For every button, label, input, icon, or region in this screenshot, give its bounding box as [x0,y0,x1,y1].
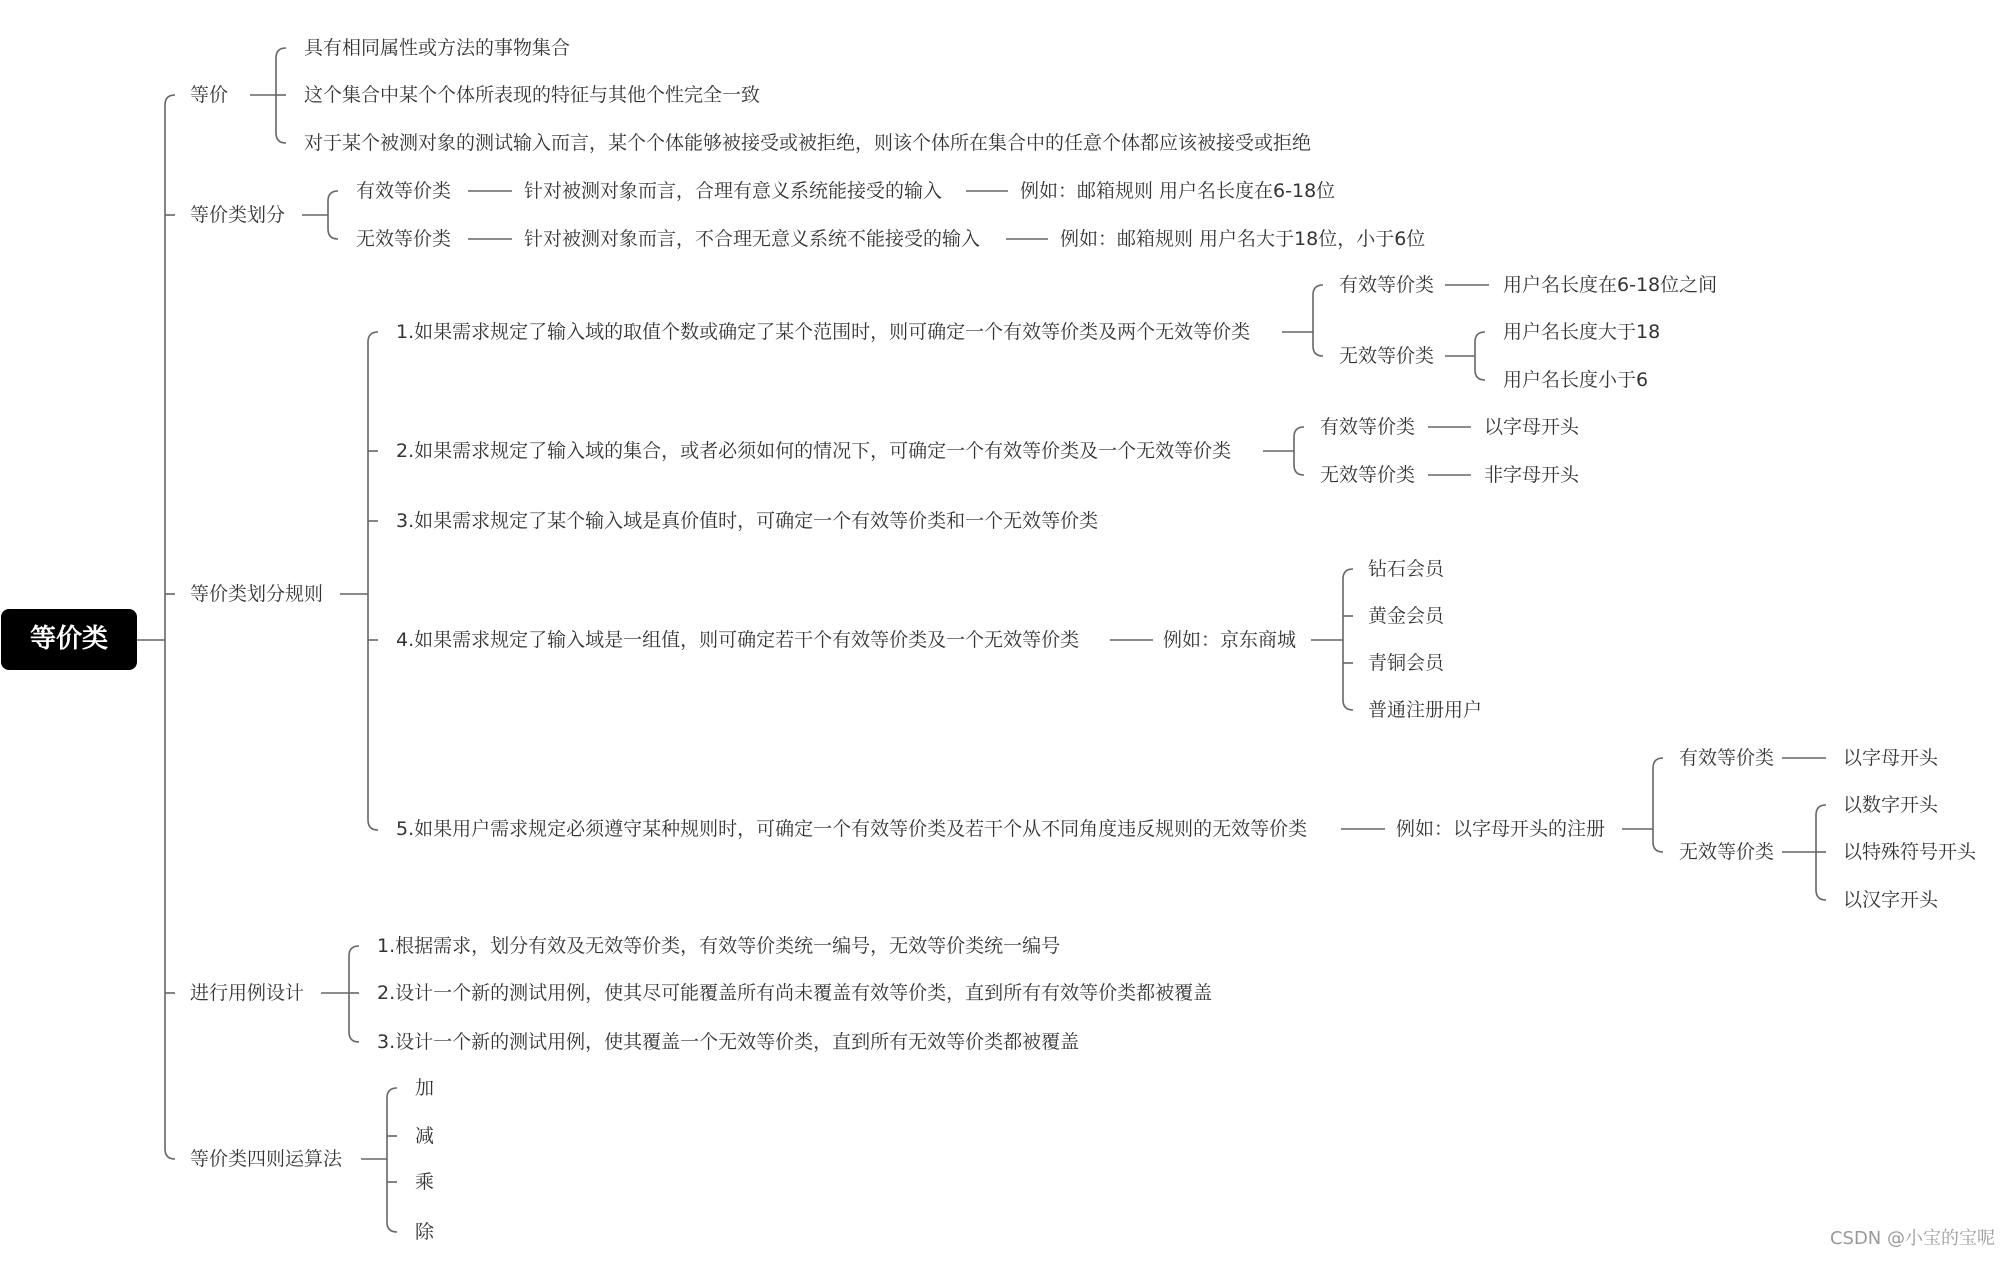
dengjia-item-3[interactable]: 对于某个被测对象的测试输入而言，某个个体能够被接受或被拒绝，则该个体所在集合中的任意个体都应该被接受或拒绝 [304,132,1312,154]
rule-1-invalid-item-1[interactable]: 用户名长度大于18 [1503,321,1661,343]
watermark: CSDN @小宝的宝呢 [1829,1228,1995,1249]
rule-4[interactable]: 4.如果需求规定了输入域是一组值，则可确定若干个有效等价类及一个无效等价类 [396,629,1080,651]
dengjia-item-2[interactable]: 这个集合中某个个体所表现的特征与其他个性完全一致 [304,84,761,106]
rule-4-item-1[interactable]: 钻石会员 [1368,558,1445,580]
dengjia-item-1[interactable]: 具有相同属性或方法的事物集合 [304,37,571,59]
huafen-invalid[interactable]: 无效等价类 [356,228,452,250]
rule-4-example[interactable]: 例如：京东商城 [1163,629,1297,651]
rule-5-invalid-item-2[interactable]: 以特殊符号开头 [1843,841,1977,863]
sheji-item-3[interactable]: 3.设计一个新的测试用例，使其覆盖一个无效等价类，直到所有无效等价类都被覆盖 [377,1031,1080,1053]
rule-4-item-3[interactable]: 青铜会员 [1368,652,1445,674]
branch-huafen[interactable]: 等价类划分 [190,204,286,226]
branch-yunsuan[interactable]: 等价类四则运算法 [190,1148,343,1170]
huafen-valid-example[interactable]: 例如：邮箱规则 用户名长度在6-18位 [1020,180,1336,202]
rule-5-valid-item[interactable]: 以字母开头 [1843,747,1939,769]
sheji-item-2[interactable]: 2.设计一个新的测试用例，使其尽可能覆盖所有尚未覆盖有效等价类，直到所有有效等价类都被覆盖 [377,982,1213,1004]
huafen-invalid-desc[interactable]: 针对被测对象而言，不合理无意义系统不能接受的输入 [524,228,981,250]
rule-1-invalid[interactable]: 无效等价类 [1339,345,1435,367]
root-node[interactable] [1,609,137,670]
rule-1-valid[interactable]: 有效等价类 [1339,274,1435,296]
rule-2-valid[interactable]: 有效等价类 [1320,416,1416,438]
yunsuan-item-multiply[interactable]: 乘 [415,1171,435,1193]
yunsuan-item-divide[interactable]: 除 [415,1221,435,1243]
rule-4-item-4[interactable]: 普通注册用户 [1368,699,1483,721]
rule-1[interactable]: 1.如果需求规定了输入域的取值个数或确定了某个范围时，则可确定一个有效等价类及两个无效等价类 [396,321,1251,343]
rule-1-valid-item[interactable]: 用户名长度在6-18位之间 [1503,274,1718,296]
yunsuan-item-subtract[interactable]: 减 [415,1125,435,1147]
branch-dengjia[interactable]: 等价 [190,84,229,106]
rule-1-invalid-item-2[interactable]: 用户名长度小于6 [1503,369,1649,391]
rule-5-valid[interactable]: 有效等价类 [1679,747,1775,769]
rule-5-example[interactable]: 例如：以字母开头的注册 [1396,818,1606,840]
rule-2-valid-item[interactable]: 以字母开头 [1484,416,1580,438]
rule-2-invalid-item[interactable]: 非字母开头 [1484,464,1580,486]
rule-5-invalid-item-3[interactable]: 以汉字开头 [1843,889,1939,911]
branch-sheji[interactable]: 进行用例设计 [190,982,305,1004]
rule-5[interactable]: 5.如果用户需求规定必须遵守某种规则时，可确定一个有效等价类及若干个从不同角度违反规则的无效等价类 [396,818,1308,840]
huafen-invalid-example[interactable]: 例如：邮箱规则 用户名大于18位，小于6位 [1060,228,1426,250]
huafen-valid[interactable]: 有效等价类 [356,180,452,202]
rule-5-invalid[interactable]: 无效等价类 [1679,841,1775,863]
root-label: 等价类 [29,624,108,654]
huafen-valid-desc[interactable]: 针对被测对象而言，合理有意义系统能接受的输入 [524,180,943,202]
rule-3[interactable]: 3.如果需求规定了某个输入域是真价值时，可确定一个有效等价类和一个无效等价类 [396,510,1099,532]
yunsuan-item-add[interactable]: 加 [415,1077,435,1099]
sheji-item-1[interactable]: 1.根据需求，划分有效及无效等价类，有效等价类统一编号，无效等价类统一编号 [377,935,1061,957]
rule-5-invalid-item-1[interactable]: 以数字开头 [1843,794,1939,816]
rule-4-item-2[interactable]: 黄金会员 [1368,605,1445,627]
branch-guize[interactable]: 等价类划分规则 [190,583,324,605]
rule-2[interactable]: 2.如果需求规定了输入域的集合，或者必须如何的情况下，可确定一个有效等价类及一个无效等价类 [396,440,1232,462]
rule-2-invalid[interactable]: 无效等价类 [1320,464,1416,486]
